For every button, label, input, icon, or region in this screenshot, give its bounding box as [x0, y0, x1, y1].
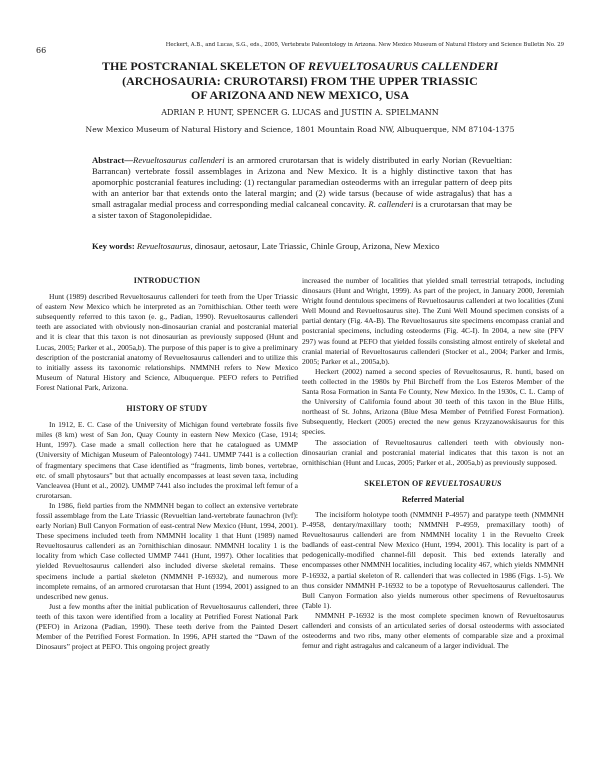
- paper-title: [40, 59, 560, 103]
- referred-paragraph-1: The incisiform holotype tooth (NMMNH P-4957) and paratype teeth (NMMNH P-4958, dentary/maxillary tooth; NMMNH P-4959, premaxillary tooth) of Revueltosaurus callenderi are from NMMNH locality 1 in the Revuelto Creek badlands of east-central New Mexico (Hunt, 1994, 2001). This locality is part of a pedogenically-modified channel-fill deposit. This bed extends laterally and encompasses other NMMNH localities, including locality 467, which yields NMMNH P-16932, a partial skeleton of R. callenderi that was collected in 1986 (Figs. 1-5). We thus consider NMMNH P-16932 to be a topotype of Revueltosaurus callenderi. The Bull Canyon Formation also yields numerous other specimens of Revueltosaurus (Table 1).: [302, 509, 564, 610]
- title-taxon: REVUELTOSAURUS CALLENDERI: [308, 59, 498, 73]
- heading-referred-material: Referred Material: [401, 494, 465, 504]
- abstract-taxon-2: R. callenderi: [368, 199, 414, 209]
- intro-paragraph-1: Hunt (1989) described Revueltosaurus callenderi for teeth from the Uper Triassic of eastern New Mexico which he interpreted as an ?ornithischian. Other teeth were subsequently referred to this taxon (e. g., Padian, 1990). Revueltosaurus callenderi teeth are associated with obviously non-dinosaurian cranial and postcranial material and it is clear that this taxon is not dinosaurian as previously supposed (Hunt and Lucas, 2005; Parker et al., 2005a,b). The purpose of this paper is to give a preliminary description of the postcranial anatomy of Revueltosaurus callenderi and to utilize this to initially assess its taxonomic relationships. NMMNH refers to New Mexico Museum of Natural History and Science, Albuquerque. PEFO refers to Petrified Forest National Park, Arizona.: [36, 292, 298, 392]
- heading-introduction: INTRODUCTION: [133, 276, 201, 285]
- history-paragraph-5: The association of Revueltosaurus callenderi teeth with obviously non-dinosaurian cranial and postcranial material indicates that this taxon is not an ornithischian (Hunt and Lucas, 2005; Parker et al., 2005a,b) as previously supposed.: [302, 437, 564, 467]
- abstract-label: Abstract—: [92, 155, 134, 165]
- left-column: [36, 276, 298, 764]
- authors: ADRIAN P. HUNT, SPENCER G. LUCAS and JUSTIN A. SPIELMANN: [161, 108, 439, 117]
- abstract: [92, 155, 512, 221]
- history-paragraph-1: In 1912, E. C. Case of the University of Michigan found vertebrate fossils five miles (8 km) west of San Jon, Quay County in eastern New Mexico (Case, 1914; Hunt, 1997). Case made a small collection here that he catalogued as UMMP (University of Michigan Museum of Paleontology) 7441. UMMP 7441 is a collection of fragmentary specimens that Case identified as “fragments, limb bones, vertebrae, etc. of small phytosaurs” but that actually encompasses at least seven taxa, including Vancleavea (Hunt et al., 2002). UMMP 7441 also includes the proximal left femur of a crurotarsan.: [36, 420, 298, 500]
- heading-skeleton: [302, 479, 564, 489]
- keywords: [92, 241, 512, 252]
- keywords-label: Key words:: [92, 241, 137, 251]
- keywords-taxon: Revueltosaurus: [136, 241, 191, 251]
- running-head: Heckert, A.B., and Lucas, S.G., eds., 2005, Vertebrate Paleontology in Arizona. New Mexico Museum of Natural History and Science Bulletin No. 29: [165, 42, 564, 48]
- history-paragraph-4: Heckert (2002) named a second species of Revueltosaurus, R. hunti, based on teeth collected in the 1980s by Phil Bircheff from the Los Esteros Member of the Santa Rosa Formation in Santa Fe County, New Mexico. In the 1930s, C. L. Camp of the University of California found about 30 teeth of this taxon in the Blue Hills, northeast of St. Johns, Arizona (Blue Mesa Member of Petrified Forest Formation). Subsequently, Heckert (2005) erected the new genus Krzyzanowskisaurus for this species.: [302, 366, 564, 437]
- title-line-1: THE POSTCRANIAL SKELETON OF: [101, 59, 309, 73]
- keywords-text: , dinosaur, aetosaur, Late Triassic, Chinle Group, Arizona, New Mexico: [190, 241, 440, 251]
- right-column: [302, 276, 564, 764]
- heading-skeleton-taxon: REVUELTOSAURUS: [425, 478, 502, 488]
- history-paragraph-2: In 1986, field parties from the NMMNH began to collect an extensive vertebrate fossil assemblage from the Late Triassic (Revueltian land-vertebrate faunachron (lvf): early Norian) Bull Canyon Formation of east-central New Mexico (Hunt, 1994, 2001). These specimens included teeth from NMMNH locality 1 that Hunt (1989) named Revueltosaurus callenderi as an ?ornithischian dinosaur. NMMNH locality 1 is the locality from which Case collected UMMP 7441 (Hunt, 1997). Other localities that yielded Revueltosaurus callenderi also included diverse skeletal remains. These specimens include a partial skeleton (NMMNH P-16932), and numerous more incomplete remains, of an armored crurotarsan that Hunt (1994, 2001) assigned to an undescribed new genus.: [36, 500, 298, 601]
- referred-paragraph-2: NMMNH P-16932 is the most complete specimen known of Revueltosaurus callenderi and consists of an articulated series of dorsal osteoderms with associated osteoderms and two ribs, many other elements of comparable size and a proximal femur and right astragalus and calcaneum of a larger individual. The: [302, 610, 564, 651]
- heading-history-of-study: HISTORY OF STUDY: [126, 404, 208, 414]
- page-header: [0, 22, 600, 55]
- history-continued-paragraph: increased the number of localities that yielded small terrestrial tetrapods, including dinosaurs (Hunt and Wright, 1999). As part of the project, in January 2000, Jeremiah Wright found dentulous specimens of Revueltosaurus callenderi at two localities (Zuni Well Mound and Revueltosaurus site). The Zuni Well Mound specimen consists of a partial dentary (Fig. 4A-B). The Revueltosaurus site specimens encompass cranial and postcranial specimens, including osteoderms (Fig. 4C-I). In 2004, a new site (PFV 297) was found at PEFO that yielded fossils consisting almost entirely of skeletal and cranial material of Revueltosaurus callenderi (Stocker et al., 2004; Parker and Irmis, 2005; Parker et al., 2005a,b).: [302, 276, 564, 366]
- abstract-taxon: Revueltosaurus callenderi: [133, 155, 225, 165]
- abstract-text-1: is an armored crurotarsan that is widely distributed in early Norian (Revueltian: Barrancan) vertebrate fossil assemblages in Arizona and New Mexico. It is a highly distinctive taxon that has apomorphic postcranial features including: (1) rectangular paramedian osteoderms with an irregular pattern of deep pits with an anterior bar that extends onto the lateral margin; and (2) wide tarsus (because of wide astragalus) that has a small astragalar medial process and corresponding medial calcaneal concavity.: [92, 155, 512, 209]
- history-paragraph-3: Just a few months after the initial publication of Revueltosaurus callenderi, three teeth of this taxon were identified from a locality at Petrified Forest National Park (PEFO) in Arizona (Padian, 1990). These teeth derive from the Painted Desert Member of the Petrified Forest Formation. In 1996, APH started the “Dawn of the Dinosaurs” project at PEFO. This ongoing project greatly: [36, 601, 298, 652]
- page-number: 66: [36, 46, 47, 55]
- title-line-3: OF ARIZONA AND NEW MEXICO, USA: [190, 88, 410, 102]
- title-line-2: (ARCHOSAURIA: CRUROTARSI) FROM THE UPPER TRIASSIC: [122, 73, 478, 88]
- heading-skeleton-prefix: SKELETON OF: [364, 478, 426, 488]
- affiliation: New Mexico Museum of Natural History and Science, 1801 Mountain Road NW, Albuquerque, NM 87104-1375: [85, 125, 515, 134]
- abstract-text-2: is a crurotarsan that may be a sister taxon of Stagonolepididae.: [92, 199, 512, 220]
